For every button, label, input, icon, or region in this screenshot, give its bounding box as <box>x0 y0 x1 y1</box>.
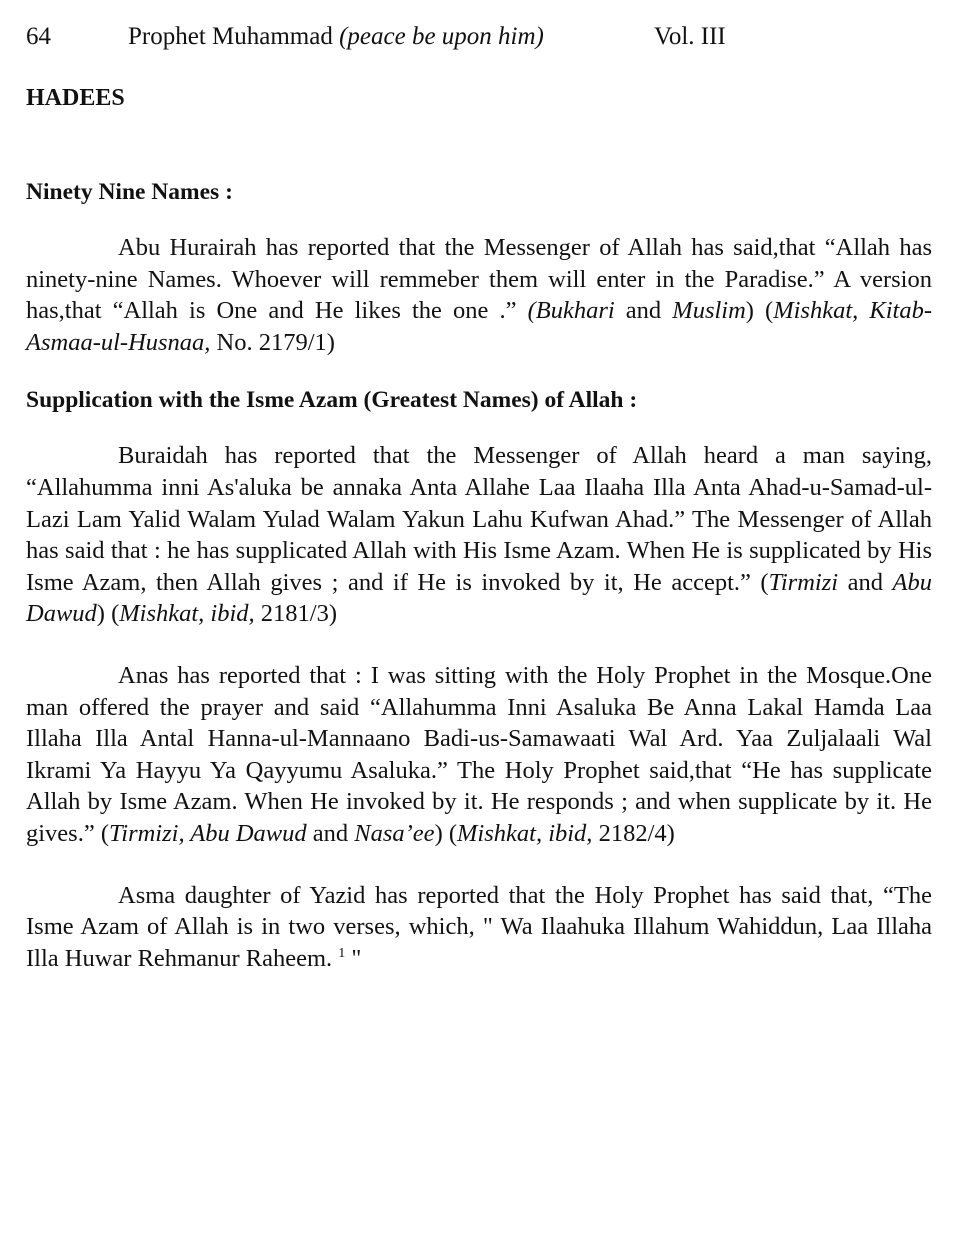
heading-ninety-nine-names: Ninety Nine Names : <box>26 179 233 205</box>
book-title <box>128 20 544 54</box>
section-label: HADEES <box>26 85 125 111</box>
book-title-honorific: (peace be upon him) <box>339 23 544 50</box>
heading-supplication-isme-azam: Supplication with the Isme Azam (Greatest Names) of Allah : <box>26 387 638 414</box>
volume-label: Vol. III <box>654 23 726 50</box>
page-content <box>26 82 932 974</box>
page-number: 64 <box>26 23 51 50</box>
running-header <box>26 20 906 54</box>
paragraph-asma: Asma daughter of Yazid has reported that the Holy Prophet has said that, “The Isme Azam of Allah is in two verses, which, " Wa Ilaahuka Illahum Wahiddun, Laa Illaha Illa Huwar Rehmanur Raheem. $^1$ " <box>26 881 932 972</box>
paragraph-buraidah: Buraidah has reported that the Messenger of Allah heard a man saying, “Allahumma inni As'aluka be annaka Anta Allahe Laa Ilaaha Illa Anta Ahad-u-Samad-ul-Lazi Lam Yalid Walam Yulad Walam Yakun Lahu Kufwan Ahad.” The Messenger of Allah has said that : he has supplicated Allah with His Isme Azam. When He is supplicated by His Isme Azam, then Allah gives ; and if He is invoked by it, He accept.” (Tirmizi and Abu Dawud) (Mishkat, ibid, 2181/3) <box>26 442 932 628</box>
paragraph-anas: Anas has reported that : I was sitting with the Holy Prophet in the Mosque.One man offered the prayer and said “Allahumma Inni Asaluka Be Anna Lakal Hamda Laa Illaha Illa Antal Hanna-ul-Mannaano Badi-us-Samawaati Wal Ard. Yaa Zuljalaali Wal Ikrami Ya Hayyu Ya Qayyumu Asaluka.” The Holy Prophet said,that “He has supplicate Allah by Isme Azam. When He invoked by it. He responds ; and when supplicate by it. He gives.” (Tirmizi, Abu Dawud and Nasa’ee) (Mishkat, ibid, 2182/4) <box>26 661 932 847</box>
book-title-main: Prophet Muhammad <box>128 23 333 50</box>
paragraph-abu-hurairah: Abu Hurairah has reported that the Messenger of Allah has said,that “Allah has ninety-nine Names. Whoever will remmeber them will enter in the Paradise.” A version has,that “Allah is One and He likes the one .” (Bukhari and Muslim) (Mishkat, Kitab-Asmaa-ul-Husnaa, No. 2179/1) <box>26 234 932 356</box>
footnote-marker[interactable]: 1 <box>338 945 346 961</box>
